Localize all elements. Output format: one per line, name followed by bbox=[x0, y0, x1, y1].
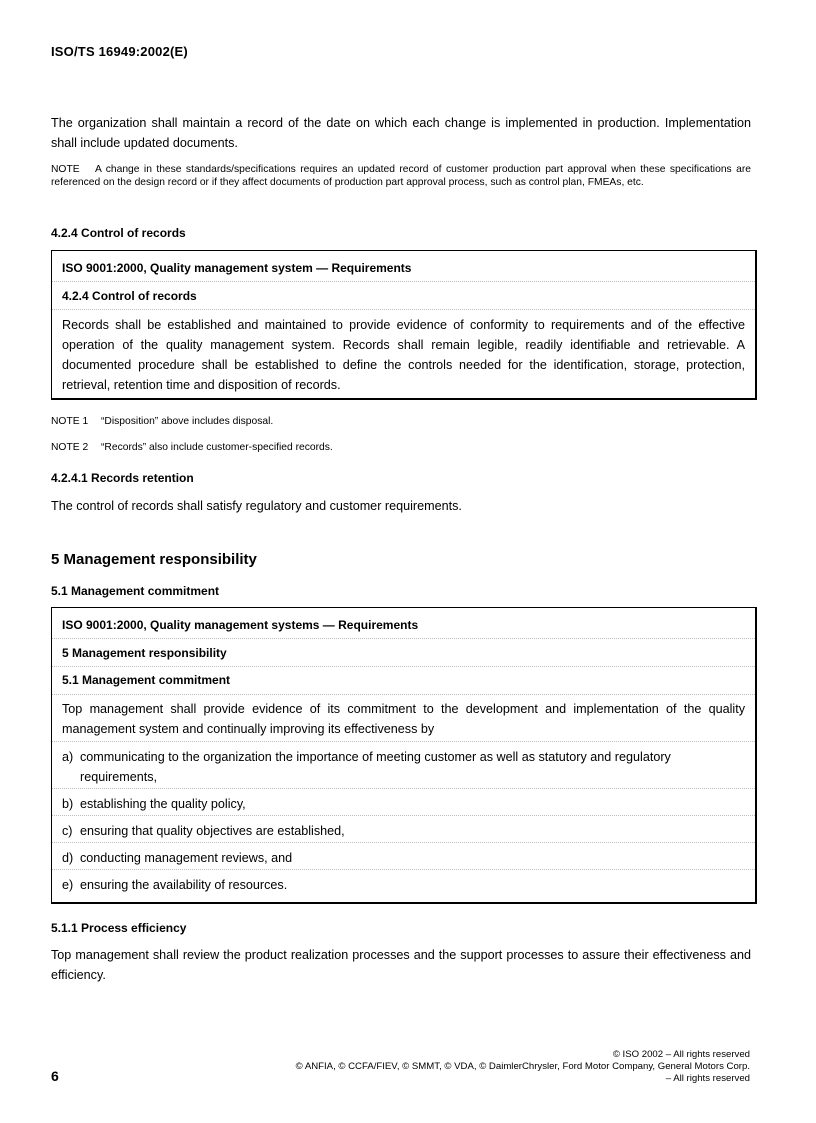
list-marker: d) bbox=[62, 851, 74, 865]
note-1-text: “Disposition” above includes disposal. bbox=[101, 416, 274, 427]
iso9001-quote-box-records bbox=[51, 250, 757, 400]
list-item bbox=[62, 821, 745, 841]
list-text: establishing the quality policy, bbox=[80, 797, 246, 811]
divider bbox=[52, 815, 755, 816]
box-title: ISO 9001:2000, Quality management systems — Requirements bbox=[62, 618, 419, 632]
box-intro-text: Top management shall provide evidence of its commitment to the development and implementation of the quality management system and continually improving its effectiveness by bbox=[62, 702, 745, 736]
box-heading-5: 5 Management responsibility bbox=[62, 646, 227, 660]
note-2-text: “Records” also include customer-specified records. bbox=[101, 442, 333, 453]
list-marker: b) bbox=[62, 797, 74, 811]
section-heading-424: 4.2.4 Control of records bbox=[51, 226, 186, 240]
box-heading-51: 5.1 Management commitment bbox=[62, 673, 231, 687]
divider bbox=[52, 869, 755, 870]
list-text: conducting management reviews, and bbox=[80, 851, 293, 865]
page-number: 6 bbox=[51, 1068, 59, 1084]
note-label: NOTE bbox=[51, 164, 80, 175]
list-item bbox=[62, 875, 745, 895]
note-2-label: NOTE 2 bbox=[51, 442, 89, 453]
divider bbox=[52, 842, 755, 843]
box-records-text: Records shall be established and maintained to provide evidence of conformity to requirements and of the effective operation of the quality management system. Records shall remain legible, readily identifiable and retrievable. A documented procedure shall be established to define the controls needed for the identification, storage, protection, retrieval, retention time and disposition of records. bbox=[62, 318, 745, 392]
document-id-header: ISO/TS 16949:2002(E) bbox=[51, 44, 188, 59]
divider bbox=[52, 309, 755, 310]
copyright-line-1: © ISO 2002 – All rights reserved bbox=[612, 1049, 750, 1060]
section-heading-5: 5 Management responsibility bbox=[51, 551, 257, 568]
list-text-continued: requirements, bbox=[80, 770, 157, 784]
list-text: ensuring that quality objectives are established, bbox=[80, 824, 345, 838]
list-text: communicating to the organization the importance of meeting customer as well as statutory and regulatory bbox=[80, 750, 671, 764]
change-note bbox=[51, 163, 751, 189]
list-marker: a) bbox=[62, 750, 74, 764]
process-efficiency-text: Top management shall review the product realization processes and the support processes to assure their effectiveness and efficiency. bbox=[51, 948, 751, 982]
divider bbox=[52, 281, 755, 282]
list-item bbox=[62, 848, 745, 868]
list-item bbox=[62, 747, 745, 787]
list-item bbox=[62, 794, 745, 814]
box-title: ISO 9001:2000, Quality management system — Requirements bbox=[62, 261, 412, 275]
divider bbox=[52, 788, 755, 789]
iso9001-quote-box-management bbox=[51, 607, 757, 904]
divider bbox=[52, 666, 755, 667]
list-text: ensuring the availability of resources. bbox=[80, 878, 288, 892]
copyright-footer bbox=[130, 1049, 750, 1085]
list-marker: c) bbox=[62, 824, 73, 838]
divider bbox=[52, 741, 755, 742]
note-text: A change in these standards/specifications requires an updated record of customer production part approval when these specifications are referenced on the design record or if they affect documents of production part approval process, such as control plan, FMEAs, etc. bbox=[51, 164, 751, 188]
records-retention-text: The control of records shall satisfy regulatory and customer requirements. bbox=[51, 499, 462, 513]
section-heading-4241: 4.2.4.1 Records retention bbox=[51, 471, 194, 485]
divider bbox=[52, 638, 755, 639]
change-record-paragraph: The organization shall maintain a record of the date on which each change is implemented in production. Implementation shall include updated documents. bbox=[51, 116, 751, 150]
section-heading-511: 5.1.1 Process efficiency bbox=[51, 921, 187, 935]
note-1-label: NOTE 1 bbox=[51, 416, 89, 427]
box-subheading: 4.2.4 Control of records bbox=[62, 289, 197, 303]
divider bbox=[52, 694, 755, 695]
copyright-line-3: – All rights reserved bbox=[665, 1073, 750, 1084]
note-1 bbox=[51, 415, 751, 428]
list-marker: e) bbox=[62, 878, 74, 892]
note-2 bbox=[51, 441, 751, 454]
copyright-line-2: © ANFIA, © CCFA/FIEV, © SMMT, © VDA, © DaimlerChrysler, Ford Motor Company, General Motors Corp. bbox=[295, 1061, 750, 1072]
section-heading-51: 5.1 Management commitment bbox=[51, 584, 220, 598]
